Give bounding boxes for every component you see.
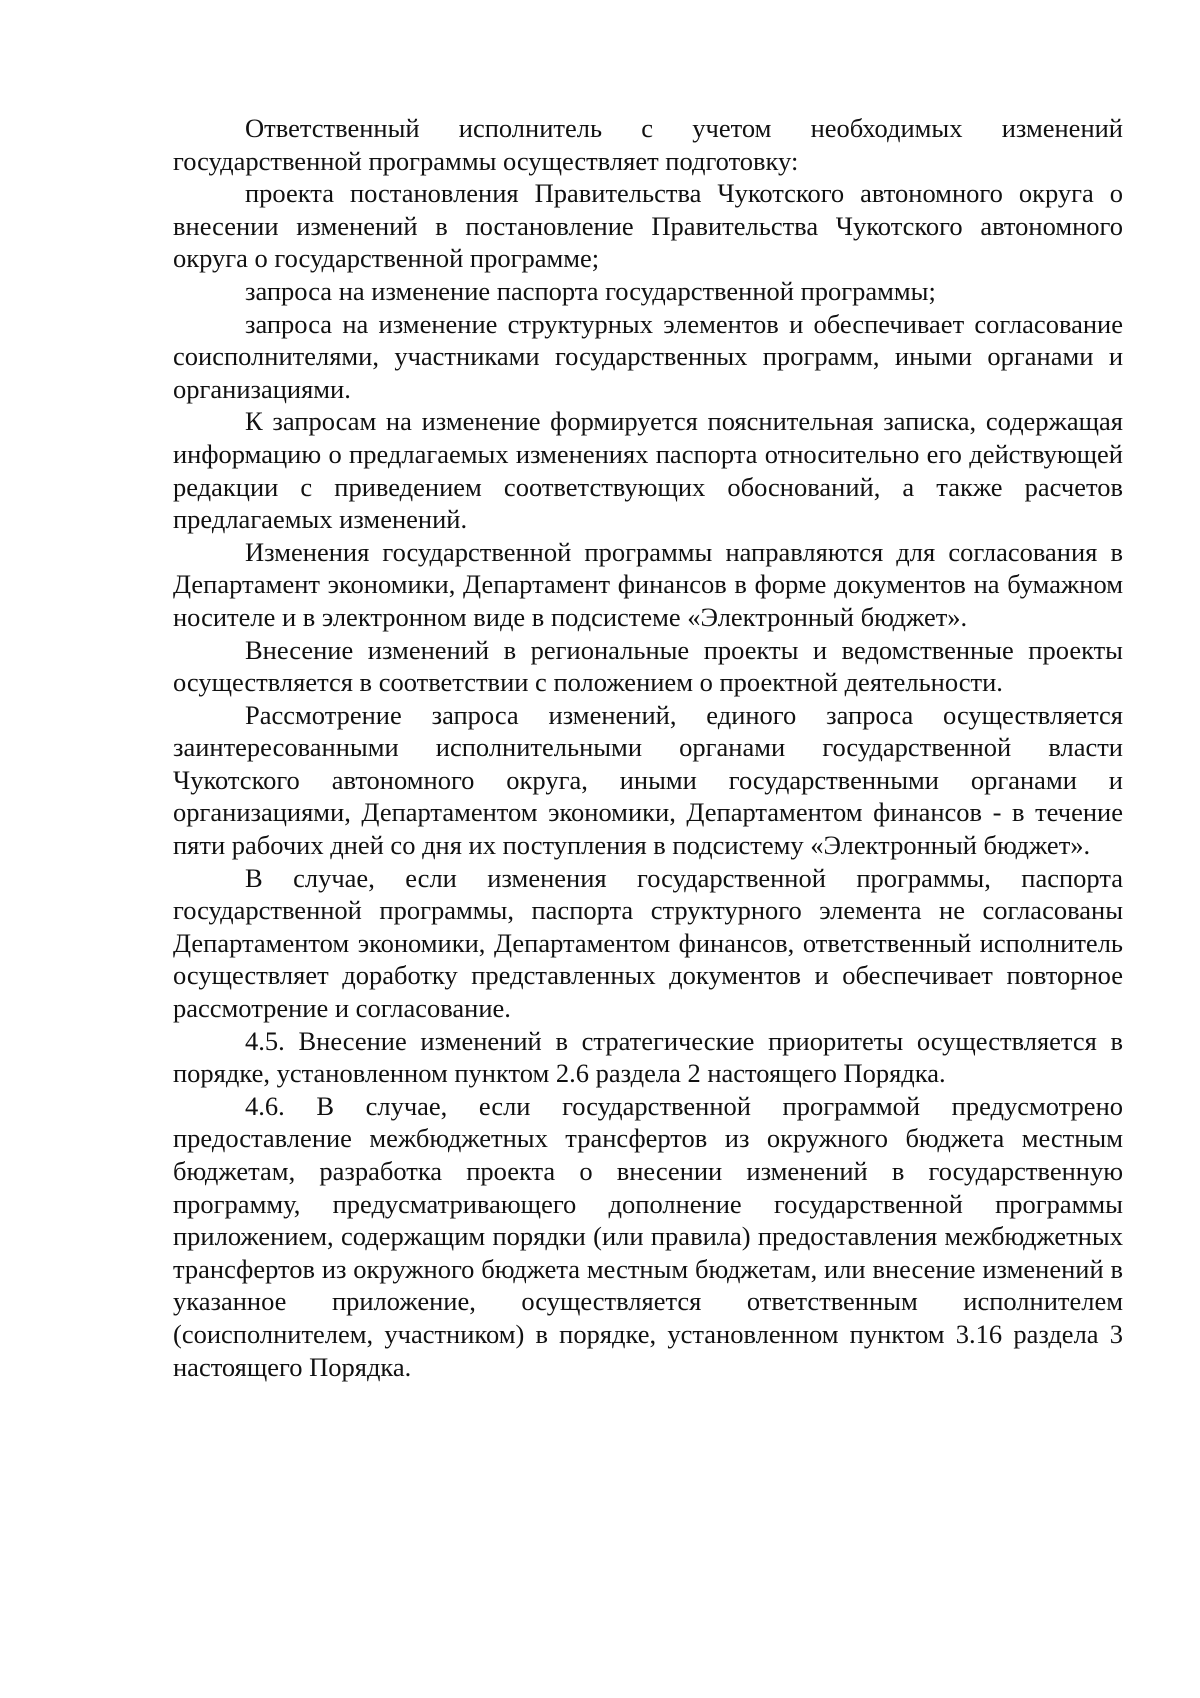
paragraph-structural-elements-request: запроса на изменение структурных элементов и обеспечивает согласование соисполнителями, участниками государственных программ, иными органами и организациями.	[173, 308, 1123, 404]
paragraph-passport-request: запроса на изменение паспорта государственной программы;	[245, 275, 936, 306]
paragraph-review-period: Рассмотрение запроса изменений, единого запроса осуществляется заинтересованными исполнительными органами государственной власти Чукотского автономного округа, иными государственными органами и организациями, Департаментом экономики, Департаментом финансов - в течение пяти рабочих дней со дня их поступления в подсистему «Электронный бюджет».	[173, 699, 1123, 861]
paragraph-clause-4-5: 4.5. Внесение изменений в стратегические приоритеты осуществляется в порядке, установленном пунктом 2.6 раздела 2 настоящего Порядка.	[173, 1025, 1123, 1089]
paragraph-approval-submission: Изменения государственной программы направляются для согласования в Департамент экономики, Департамент финансов в форме документов на бумажном носителе и в электронном виде в подсистеме «Электронный бюджет».	[173, 536, 1123, 632]
paragraph-regional-projects: Внесение изменений в региональные проекты и ведомственные проекты осуществляется в соответствии с положением о проектной деятельности.	[173, 634, 1123, 698]
paragraph-responsible-executor: Ответственный исполнитель с учетом необходимых изменений государственной программы осуществляет подготовку:	[173, 113, 1123, 176]
paragraph-explanatory-note: К запросам на изменение формируется пояснительная записка, содержащая информацию о предлагаемых изменениях паспорта относительно его действующей редакции с приведением соответствующих обоснований, а также расчетов предлагаемых изменений.	[173, 406, 1123, 535]
paragraph-clause-4-6: 4.6. В случае, если государственной программой предусмотрено предоставление межбюджетных трансфертов из окружного бюджета местным бюджетам, разработка проекта о внесении изменений в государственную программу, предусматривающего дополнение государственной программы приложением, содержащим порядки (или правила) предоставления межбюджетных трансфертов из окружного бюджета местным бюджетам, или внесение изменений в указанное приложение, осуществляется ответственным исполнителем (соисполнителем, участником) в порядке, установленном пунктом 3.16 раздела 3 настоящего Порядка.	[173, 1090, 1123, 1382]
paragraph-not-approved: В случае, если изменения государственной программы, паспорта государственной программы, паспорта структурного элемента не согласованы Департаментом экономики, Департаментом финансов, ответственный исполнитель осуществляет доработку представленных документов и обеспечивает повторное рассмотрение и согласование.	[173, 862, 1123, 1024]
document-page	[173, 112, 1123, 1383]
paragraph-draft-resolution: проекта постановления Правительства Чукотского автономного округа о внесении изменений в постановление Правительства Чукотского автономного округа о государственной программе;	[173, 178, 1123, 274]
